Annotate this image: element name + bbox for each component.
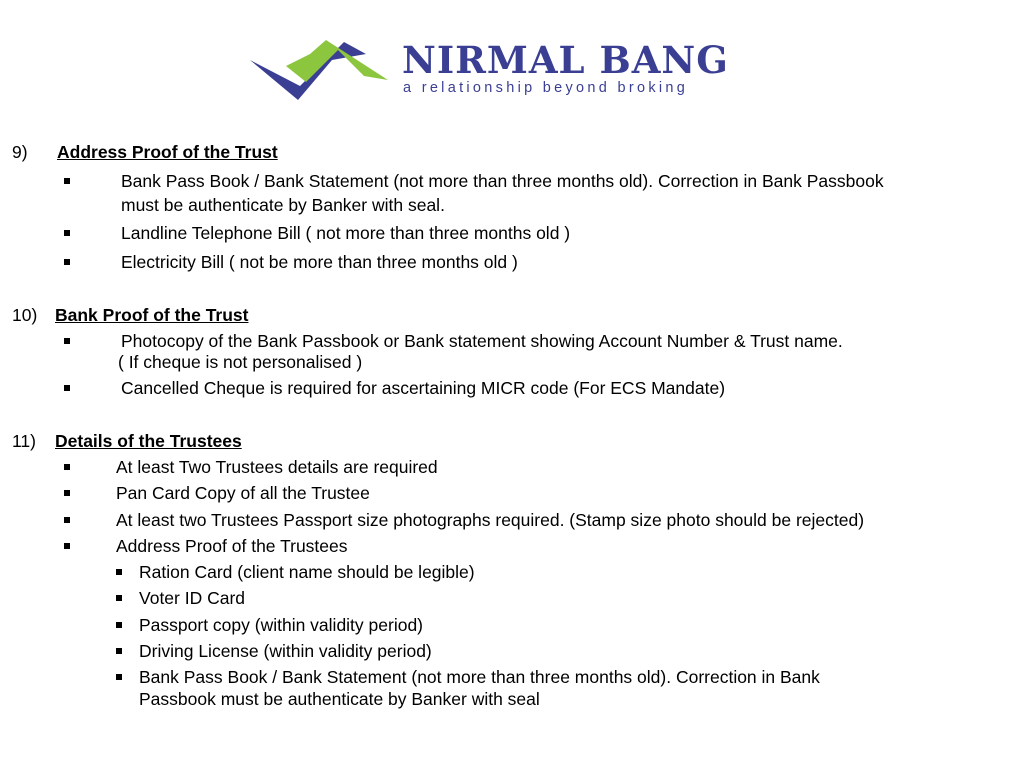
- sub-bullet-icon: [116, 595, 122, 601]
- sub-list-item-text: Driving License (within validity period): [139, 641, 432, 661]
- list-item-text: At least two Trustees Passport size photographs required. (Stamp size photo should be rejected): [116, 510, 865, 530]
- list-item-text: Electricity Bill ( not be more than three months old ): [121, 252, 518, 272]
- bullet-icon: [64, 338, 70, 344]
- list-item-text: At least Two Trustees details are required: [116, 457, 438, 477]
- sub-bullet-icon: [116, 674, 122, 680]
- list-item-text: Address Proof of the Trustees: [116, 536, 348, 556]
- section-heading: Bank Proof of the Trust: [55, 305, 249, 325]
- list-item-text: Bank Pass Book / Bank Statement (not more than three months old). Correction in Bank Passbook: [121, 171, 884, 191]
- bullet-icon: [64, 464, 70, 470]
- sub-bullet-icon: [116, 648, 122, 654]
- list-item-text: Photocopy of the Bank Passbook or Bank statement showing Account Number & Trust name.: [121, 331, 843, 351]
- list-item-text: ( If cheque is not personalised ): [118, 352, 363, 372]
- section-number: 9): [12, 142, 28, 162]
- sub-bullet-icon: [116, 622, 122, 628]
- list-item-text: Landline Telephone Bill ( not more than three months old ): [121, 223, 571, 243]
- nirmal-bang-logo: [248, 36, 788, 106]
- section-heading: Details of the Trustees: [55, 431, 242, 451]
- bullet-icon: [64, 230, 70, 236]
- bullet-icon: [64, 385, 70, 391]
- logo-tagline: a relationship beyond broking: [403, 80, 689, 96]
- section-heading: Address Proof of the Trust: [57, 142, 278, 162]
- section-number: 10): [12, 305, 38, 325]
- list-item-text: Pan Card Copy of all the Trustee: [116, 483, 370, 503]
- sub-list-item-text: Passport copy (within validity period): [139, 615, 424, 635]
- sub-list-item-text: Voter ID Card: [139, 588, 246, 608]
- list-item-text: Cancelled Cheque is required for ascertaining MICR code (For ECS Mandate): [121, 378, 726, 398]
- bullet-icon: [64, 517, 70, 523]
- logo-chevron-icon: [248, 36, 398, 106]
- sub-list-item-text: Ration Card (client name should be legible): [139, 562, 475, 582]
- bullet-icon: [64, 490, 70, 496]
- logo-name: NIRMAL BANG: [402, 38, 729, 82]
- section-number: 11): [12, 431, 36, 451]
- bullet-icon: [64, 259, 70, 265]
- list-item-text: must be authenticate by Banker with seal.: [121, 195, 445, 215]
- sub-bullet-icon: [116, 569, 122, 575]
- sub-list-item-text: Passbook must be authenticate by Banker with seal: [139, 689, 540, 709]
- sub-list-item-text: Bank Pass Book / Bank Statement (not more than three months old). Correction in Bank: [139, 667, 820, 687]
- bullet-icon: [64, 178, 70, 184]
- bullet-icon: [64, 543, 70, 549]
